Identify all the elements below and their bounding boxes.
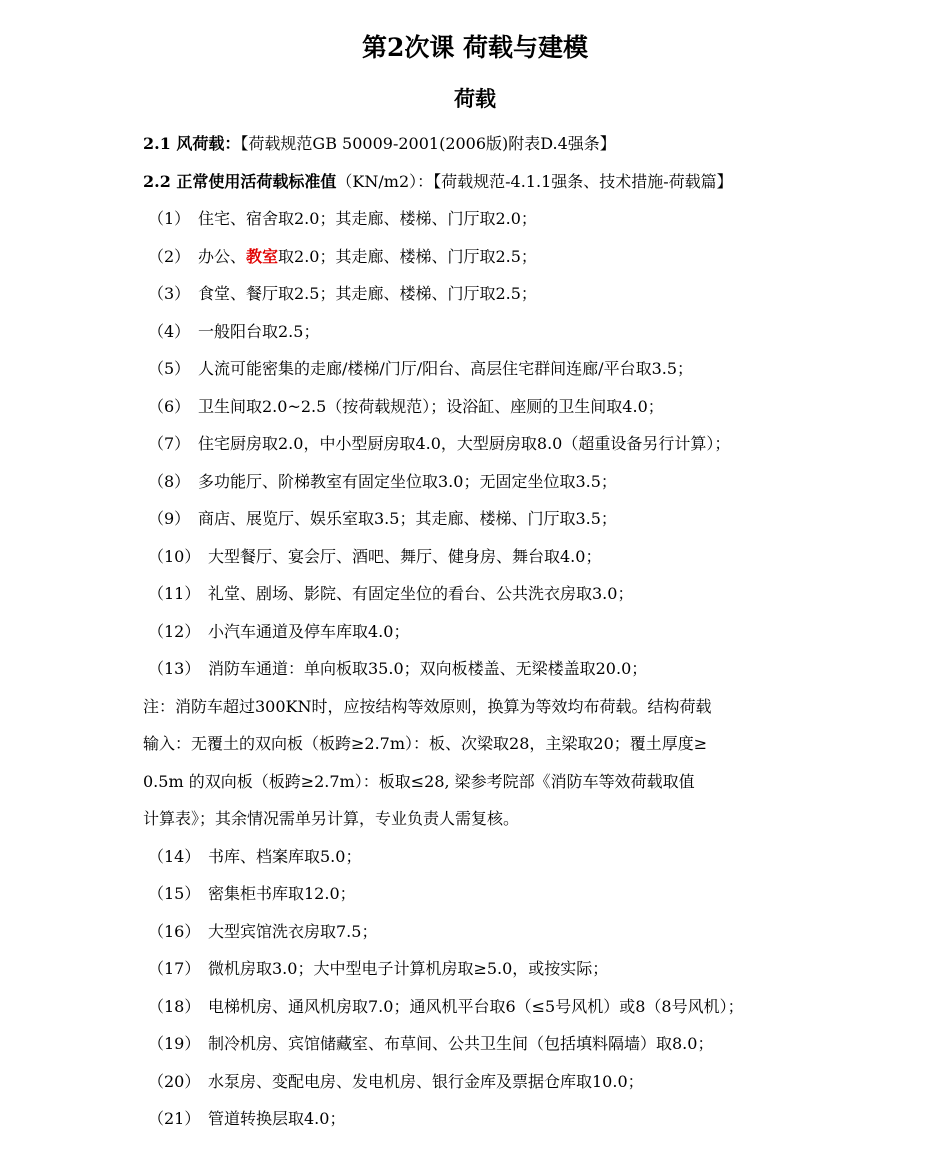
heading-live-load-label: 2.2 正常使用活荷载标准值: [143, 171, 337, 191]
heading-live-load-unit: （KN/m2）: [336, 171, 418, 191]
list-item: （21） 管道转换层取4.0；: [148, 1109, 346, 1128]
note-line: 输入：无覆土的双向板（板跨≥2.7m）：板、次梁取28，主梁取20；覆土厚度≥: [143, 734, 708, 753]
list-item: （12） 小汽车通道及停车库取4.0；: [148, 621, 410, 641]
list-item: （3） 食堂、餐厅取2.5；其走廊、楼梯、门厅取2.5；: [148, 284, 537, 303]
section-title: 荷载: [454, 86, 496, 111]
list-item: （9） 商店、展览厅、娱乐室取3.5；其走廊、楼梯、门厅取3.5；: [148, 509, 617, 528]
list-item: （5） 人流可能密集的走廊/楼梯/门厅/阳台、高层住宅群间连廊/平台取3.5；: [148, 359, 694, 378]
list-item: （18） 电梯机房、通风机房取7.0；通风机平台取6（≤5号风机）或8（8号风机）；: [148, 996, 744, 1016]
list-item: （15） 密集柜书库取12.0；: [148, 884, 356, 903]
list-item: （14） 书库、档案库取5.0；: [148, 846, 362, 866]
heading-live-load: [143, 163, 833, 201]
list-item: （2） 办公、教室取2.0；其走廊、楼梯、门厅取2.5；: [148, 246, 537, 266]
list-item: （16） 大型宾馆洗衣房取7.5；: [148, 921, 378, 941]
heading-live-load-ref: ：【荷载规范-4.1.1强条、技术措施-荷载篇】: [417, 171, 733, 191]
list-item: （20） 水泵房、变配电房、发电机房、银行金库及票据仓库取10.0；: [148, 1071, 644, 1091]
list-item: （11） 礼堂、剧场、影院、有固定坐位的看台、公共洗衣房取3.0；: [148, 584, 634, 603]
heading-wind-load: [143, 125, 833, 163]
list-item: （7） 住宅厨房取2.0，中小型厨房取4.0，大型厨房取8.0（超重设备另行计算）；: [148, 434, 731, 453]
document-body: [143, 125, 833, 1138]
note-line: 注：消防车超过300KN时，应按结构等效原则，换算为等效均布荷载。结构荷载: [143, 696, 712, 716]
page-title: 第2次课 荷载与建模: [361, 33, 589, 62]
list-item: （1） 住宅、宿舍取2.0；其走廊、楼梯、门厅取2.0；: [148, 209, 537, 228]
list-item: （6） 卫生间取2.0~2.5（按荷载规范）；设浴缸、座厕的卫生间取4.0；: [148, 396, 664, 416]
list-item: （13） 消防车通道：单向板取35.0；双向板楼盖、无梁楼盖取20.0；: [148, 659, 648, 678]
list-item: （19） 制冷机房、宾馆储藏室、布草间、公共卫生间（包括填料隔墙）取8.0；: [148, 1034, 714, 1053]
list-item: （17） 微机房取3.0；大中型电子计算机房取≥5.0，或按实际；: [148, 959, 609, 978]
note-line: 计算表》；其余情况需单另计算，专业负责人需复核。: [143, 809, 520, 828]
heading-wind-load-label: 2.1 风荷载：: [143, 134, 241, 153]
note-line: 0.5m 的双向板（板跨≥2.7m）：板取≤28, 梁参考院部《消防车等效荷载取值: [143, 771, 695, 791]
list-item: （8） 多功能厅、阶梯教室有固定坐位取3.0；无固定坐位取3.5；: [148, 471, 617, 491]
heading-wind-load-ref: 【荷载规范GB 50009-2001(2006版)附表D.4强条】: [240, 134, 616, 153]
list-item: （4） 一般阳台取2.5；: [148, 321, 320, 341]
list-item: （10） 大型餐厅、宴会厅、酒吧、舞厅、健身房、舞台取4.0；: [148, 546, 602, 566]
highlighted-text: 教室: [246, 246, 279, 266]
